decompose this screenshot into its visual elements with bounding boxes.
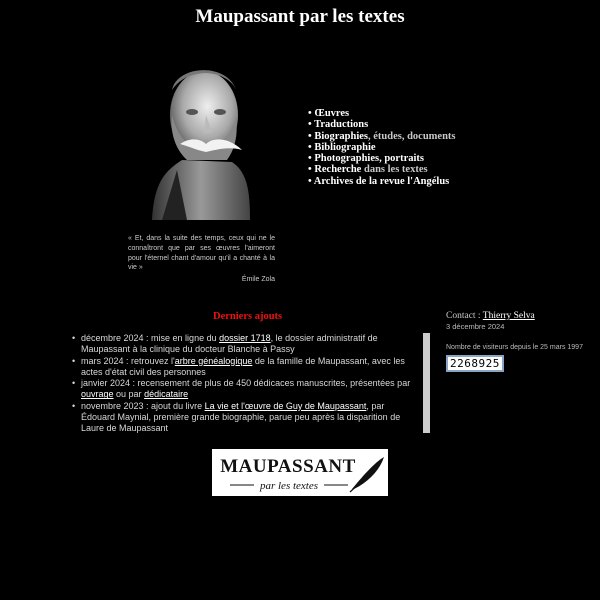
logo-subtitle: par les textes (259, 480, 319, 492)
menu-link-etudes-documents[interactable]: , études, documents (368, 130, 456, 142)
news-scroll-box[interactable] (68, 333, 430, 433)
contact-label: Contact : (446, 311, 483, 321)
sidebar (446, 311, 586, 372)
contact-line (446, 311, 586, 321)
news-link-arbre-genealogique[interactable]: arbre généalogique (174, 355, 253, 366)
news-scrollbar[interactable] (423, 333, 430, 433)
news-text: décembre 2024 : mise en ligne du (81, 333, 220, 343)
news-heading: Derniers ajouts (213, 311, 283, 322)
news-link-ouvrage[interactable]: ouvrage (81, 389, 114, 400)
news-text: de la famille de Maupassant, avec les actes d'état civil des personnes (81, 355, 405, 377)
news-text: mars 2024 : retrouvez l' (81, 355, 175, 366)
page-title: Maupassant par les textes (195, 6, 405, 27)
news-item (68, 356, 418, 379)
news-text: novembre 2023 : ajout du livre (81, 400, 205, 411)
quote-author: Émile Zola (241, 276, 275, 283)
news-link-dossier-1718[interactable]: dossier 1718 (219, 333, 271, 343)
news-text: , par Édouard Maynial, première grande biographie, parue peu après la disparition de Laure de Maupassant (81, 400, 401, 433)
zola-quote: « Et, dans la suite des temps, ceux qui ne le connaîtront que par ses œuvres l'aimeront pour l'éternel chant d'amour qu'il a chanté à la vie » (128, 235, 275, 272)
maupassant-logo (212, 449, 388, 496)
maupassant-bust-portrait (132, 60, 272, 220)
news-text: janvier 2024 : recensement de plus de 450 dédicaces manuscrites, présentées par (81, 378, 411, 389)
main-menu (308, 108, 456, 187)
menu-item-recherche[interactable] (308, 164, 456, 175)
visitor-counter: 2268925 (446, 355, 504, 372)
menu-recherche-suffix: dans les textes (361, 164, 428, 176)
news-item (68, 333, 418, 356)
news-item (68, 378, 418, 401)
news-item (68, 401, 418, 433)
visitors-label: Nombre de visiteurs depuis le 25 mars 1997 (446, 344, 583, 351)
news-text: ou par (113, 389, 145, 400)
contact-link[interactable]: Thierry Selva (482, 311, 535, 321)
news-text: , le dossier administratif de Maupassant à la clinique du docteur Blanche à Passy (81, 333, 378, 355)
menu-item-bibliographie[interactable] (308, 142, 456, 153)
menu-link-bibliographie[interactable]: Bibliographie (314, 141, 376, 153)
news-link-dedicataire[interactable]: dédicataire (144, 389, 189, 400)
news-list (68, 333, 418, 433)
menu-item-archives[interactable] (308, 176, 456, 187)
menu-link-recherche[interactable]: Recherche (314, 164, 362, 176)
menu-link-archives[interactable]: Archives de la revue l'Angélus (313, 175, 450, 187)
menu-item-biographies[interactable] (308, 131, 456, 142)
menu-item-traductions[interactable] (308, 119, 456, 130)
menu-link-traductions[interactable]: Traductions (314, 119, 369, 131)
menu-item-photographies[interactable] (308, 153, 456, 164)
news-link-maynial-book[interactable]: La vie et l'œuvre de Guy de Maupassant (204, 400, 367, 411)
menu-link-photographies[interactable]: Photographies, portraits (314, 153, 424, 165)
menu-item-oeuvres[interactable] (308, 108, 456, 119)
update-date: 3 décembre 2024 (446, 322, 505, 331)
logo-title: MAUPASSANT (220, 456, 356, 477)
menu-link-oeuvres[interactable]: Œuvres (314, 108, 350, 119)
menu-link-biographies[interactable]: Biographies (314, 130, 368, 142)
